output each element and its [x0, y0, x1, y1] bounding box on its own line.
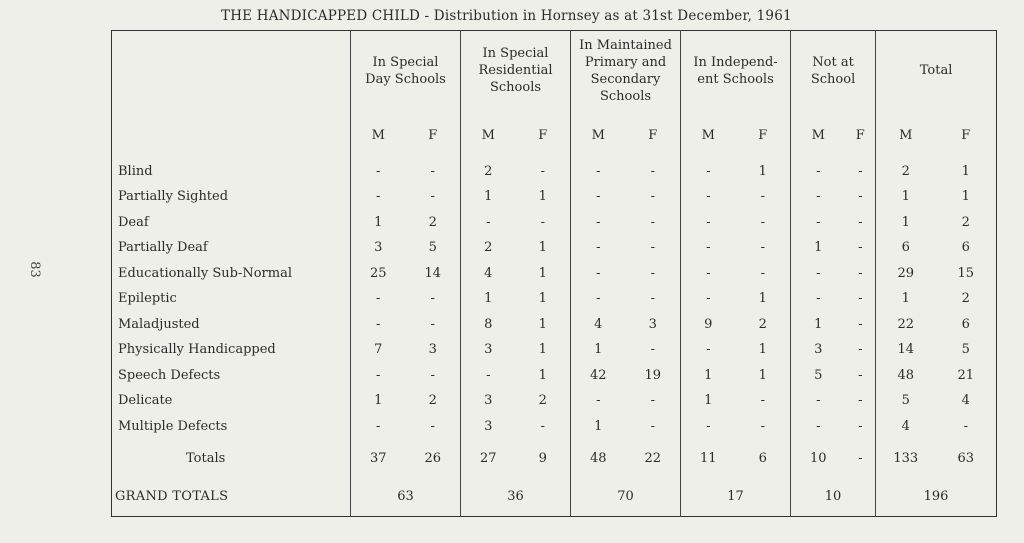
table-cell: - — [858, 265, 863, 281]
col-header-line: In Special — [372, 54, 439, 70]
table-cell: - — [540, 214, 545, 230]
mf-blank — [112, 113, 351, 159]
table-cell: 1 — [538, 316, 547, 332]
table-cell: - — [650, 189, 655, 205]
table-cell: - — [351, 312, 406, 338]
col-header-line: Schools — [600, 88, 652, 104]
table-cell: 1 — [351, 388, 406, 414]
grand-totals-row — [112, 477, 997, 517]
table-cell: 37 — [351, 439, 406, 477]
table-cell: 2 — [961, 291, 970, 307]
table-cell: 22 — [644, 450, 662, 466]
row-label: Deaf — [118, 214, 149, 230]
grand-totals-label: GRAND TOTALS — [115, 489, 229, 504]
table-row — [112, 286, 997, 312]
table-cell: 5 — [428, 240, 437, 256]
table-cell: - — [430, 316, 435, 332]
table-cell: - — [858, 316, 863, 332]
table-row — [112, 337, 997, 363]
table-cell: 1 — [461, 286, 516, 312]
table-cell: - — [430, 291, 435, 307]
table-cell: - — [351, 414, 406, 440]
table-cell: 11 — [681, 439, 736, 477]
table-cell: - — [760, 418, 765, 434]
table-cell: - — [351, 286, 406, 312]
grand-total-cell: 70 — [571, 477, 681, 517]
table-cell: - — [540, 163, 545, 179]
col-header-line: Not at — [812, 54, 854, 70]
sex-label-m: M — [791, 113, 846, 159]
col-header-line: Residential — [478, 63, 553, 79]
col-header — [791, 31, 876, 113]
table-cell: 8 — [461, 312, 516, 338]
table-cell: 3 — [428, 342, 437, 358]
col-header-line: In Maintained — [579, 37, 672, 53]
row-label: Physically Handicapped — [118, 342, 276, 358]
table-cell: - — [791, 159, 846, 185]
table-cell: 29 — [876, 261, 936, 287]
table-cell: - — [858, 342, 863, 358]
col-header-line: Schools — [489, 80, 542, 96]
table-cell: 19 — [644, 367, 662, 383]
table-cell: 1 — [538, 265, 547, 281]
table-cell: 63 — [957, 450, 975, 466]
table-cell: - — [430, 189, 435, 205]
table-cell: 48 — [876, 363, 936, 389]
row-label: Epileptic — [118, 291, 177, 307]
table-cell: - — [760, 214, 765, 230]
col-header-line: Secondary — [590, 71, 661, 87]
sex-label-f: F — [538, 128, 548, 143]
table-cell: 22 — [876, 312, 936, 338]
table-cell: 3 — [351, 235, 406, 261]
table-cell: 1 — [538, 189, 547, 205]
table-cell: 2 — [461, 235, 516, 261]
table-cell: 6 — [876, 235, 936, 261]
table-row — [112, 312, 997, 338]
row-label: Partially Sighted — [118, 189, 229, 205]
table-cell: 6 — [961, 316, 970, 332]
table-cell: - — [351, 363, 406, 389]
table-cell: 7 — [351, 337, 406, 363]
sex-label-f: F — [961, 128, 971, 143]
table-cell: 1 — [681, 388, 736, 414]
table-cell: 1 — [876, 210, 936, 236]
table-cell: 3 — [461, 388, 516, 414]
table-cell: - — [430, 163, 435, 179]
table-cell: - — [681, 159, 736, 185]
table-cell: 5 — [961, 342, 970, 358]
col-header — [571, 31, 681, 113]
page-number: 83 — [26, 261, 42, 278]
table-row — [112, 414, 997, 440]
table-cell: - — [791, 210, 846, 236]
grand-total-cell: 17 — [681, 477, 791, 517]
table-cell: 1 — [758, 342, 767, 358]
row-label: Delicate — [118, 393, 173, 409]
table-cell: - — [681, 184, 736, 210]
grand-total-cell: 196 — [876, 477, 997, 517]
col-header — [461, 31, 571, 113]
col-header — [876, 31, 997, 113]
col-header-line: Primary and — [584, 54, 667, 70]
table-cell: 1 — [538, 367, 547, 383]
table-cell: - — [571, 388, 626, 414]
table-cell: - — [858, 393, 863, 409]
table-cell: - — [791, 414, 846, 440]
table-cell: 26 — [424, 450, 442, 466]
table-cell: 1 — [876, 286, 936, 312]
table-cell: 14 — [876, 337, 936, 363]
table-cell: 1 — [538, 342, 547, 358]
table-cell: 15 — [957, 265, 975, 281]
table-cell: 27 — [461, 439, 516, 477]
table-cell: - — [571, 286, 626, 312]
table-cell: 6 — [961, 240, 970, 256]
table-cell: - — [791, 261, 846, 287]
table-cell: - — [650, 265, 655, 281]
table-cell: - — [858, 367, 863, 383]
sex-label-f: F — [648, 128, 658, 143]
table-cell: - — [571, 261, 626, 287]
grand-total-cell: 63 — [351, 477, 461, 517]
table-row — [112, 210, 997, 236]
table-cell: - — [760, 189, 765, 205]
table-cell: 2 — [461, 159, 516, 185]
table-cell: - — [461, 210, 516, 236]
table-cell: - — [650, 214, 655, 230]
table-cell: - — [791, 388, 846, 414]
table-cell: 1 — [876, 184, 936, 210]
table-cell: - — [430, 418, 435, 434]
sex-label-m: M — [461, 113, 516, 159]
table-cell: - — [858, 163, 863, 179]
row-label: Partially Deaf — [118, 240, 208, 256]
table-cell: 1 — [791, 235, 846, 261]
totals-row — [112, 439, 997, 477]
col-header — [681, 31, 791, 113]
table-cell: 3 — [648, 316, 657, 332]
sex-label-f: F — [758, 128, 768, 143]
table-cell: - — [681, 286, 736, 312]
sex-label-m: M — [571, 113, 626, 159]
table-cell: - — [858, 418, 863, 434]
table-cell: - — [791, 184, 846, 210]
table-cell: 5 — [791, 363, 846, 389]
col-header-line: School — [810, 71, 856, 87]
col-header-line: In Special — [482, 46, 549, 62]
table-cell: - — [858, 214, 863, 230]
table-cell: 2 — [876, 159, 936, 185]
table-cell: 1 — [351, 210, 406, 236]
table-cell: - — [540, 418, 545, 434]
table-cell: 2 — [758, 316, 767, 332]
sex-label-f: F — [855, 128, 865, 143]
table-cell: - — [858, 240, 863, 256]
table-cell: 1 — [758, 163, 767, 179]
table-cell: 4 — [461, 261, 516, 287]
table-cell: - — [760, 393, 765, 409]
table-cell: 9 — [681, 312, 736, 338]
table-cell: 14 — [424, 265, 442, 281]
table-cell: - — [681, 414, 736, 440]
table-cell: 42 — [571, 363, 626, 389]
table-cell: - — [681, 210, 736, 236]
table-cell: - — [650, 291, 655, 307]
row-label: Maladjusted — [118, 316, 200, 332]
table-row — [112, 184, 997, 210]
table-cell: - — [650, 240, 655, 256]
table-cell: - — [571, 235, 626, 261]
table-cell: 21 — [957, 367, 975, 383]
table-cell: 1 — [791, 312, 846, 338]
table-cell: - — [430, 367, 435, 383]
table-cell: - — [858, 189, 863, 205]
table-cell: 4 — [876, 414, 936, 440]
table-cell: 4 — [961, 393, 970, 409]
table-cell: 48 — [571, 439, 626, 477]
sex-label-m: M — [351, 113, 406, 159]
table-row — [112, 363, 997, 389]
sex-label-m: M — [876, 113, 936, 159]
table-cell: 2 — [428, 393, 437, 409]
row-label: Totals — [186, 450, 226, 466]
row-label: Educationally Sub-Normal — [118, 265, 292, 281]
table-cell: - — [650, 342, 655, 358]
table-cell: 2 — [538, 393, 547, 409]
table-cell: - — [858, 291, 863, 307]
col-header-line: Total — [919, 63, 953, 79]
row-label: Multiple Defects — [118, 418, 228, 434]
table-cell: 5 — [876, 388, 936, 414]
table-cell: - — [650, 163, 655, 179]
table-cell: 6 — [758, 450, 767, 466]
col-header — [351, 31, 461, 113]
distribution-table — [111, 30, 997, 517]
col-header-line: Day Schools — [365, 71, 446, 87]
table-cell: - — [650, 418, 655, 434]
table-cell: - — [760, 265, 765, 281]
grand-total-cell: 10 — [791, 477, 876, 517]
table-cell: - — [571, 210, 626, 236]
table-cell: - — [650, 393, 655, 409]
row-label: Blind — [118, 163, 153, 179]
col-header-line: ent Schools — [697, 71, 774, 87]
table-cell: - — [963, 418, 968, 434]
table-cell: 1 — [961, 163, 970, 179]
table-cell: 1 — [681, 363, 736, 389]
col-header-line: In Independ- — [693, 54, 778, 70]
header-blank — [112, 31, 351, 113]
table-cell: 1 — [571, 337, 626, 363]
table-cell: 2 — [428, 214, 437, 230]
table-cell: 1 — [961, 189, 970, 205]
table-cell: 1 — [461, 184, 516, 210]
table-cell: - — [858, 450, 863, 466]
table-row — [112, 235, 997, 261]
table-cell: 1 — [538, 291, 547, 307]
table-row — [112, 388, 997, 414]
table-cell: - — [351, 184, 406, 210]
table-cell: - — [461, 363, 516, 389]
table-cell: 1 — [758, 291, 767, 307]
table-cell: 3 — [461, 414, 516, 440]
table-row — [112, 261, 997, 287]
table-cell: 133 — [876, 439, 936, 477]
grand-total-cell: 36 — [461, 477, 571, 517]
table-cell: 10 — [791, 439, 846, 477]
row-label: Speech Defects — [118, 367, 221, 383]
table-cell: - — [791, 286, 846, 312]
table-cell: - — [681, 261, 736, 287]
table-title: THE HANDICAPPED CHILD - Distribution in Hornsey as at 31st December, 1961 — [221, 8, 792, 24]
table-cell: 1 — [758, 367, 767, 383]
table-cell: 3 — [461, 337, 516, 363]
table-cell: - — [681, 235, 736, 261]
table-cell: - — [760, 240, 765, 256]
table-cell: 4 — [571, 312, 626, 338]
table-cell: 25 — [351, 261, 406, 287]
table-cell: 3 — [791, 337, 846, 363]
table-cell: - — [571, 159, 626, 185]
table-cell: 2 — [961, 214, 970, 230]
table-cell: 9 — [538, 450, 547, 466]
table-cell: 1 — [538, 240, 547, 256]
table-cell: - — [351, 159, 406, 185]
sex-label-f: F — [428, 128, 438, 143]
table-cell: - — [681, 337, 736, 363]
sex-label-m: M — [681, 113, 736, 159]
table-row — [112, 159, 997, 185]
table-cell: - — [571, 184, 626, 210]
table-cell: 1 — [571, 414, 626, 440]
